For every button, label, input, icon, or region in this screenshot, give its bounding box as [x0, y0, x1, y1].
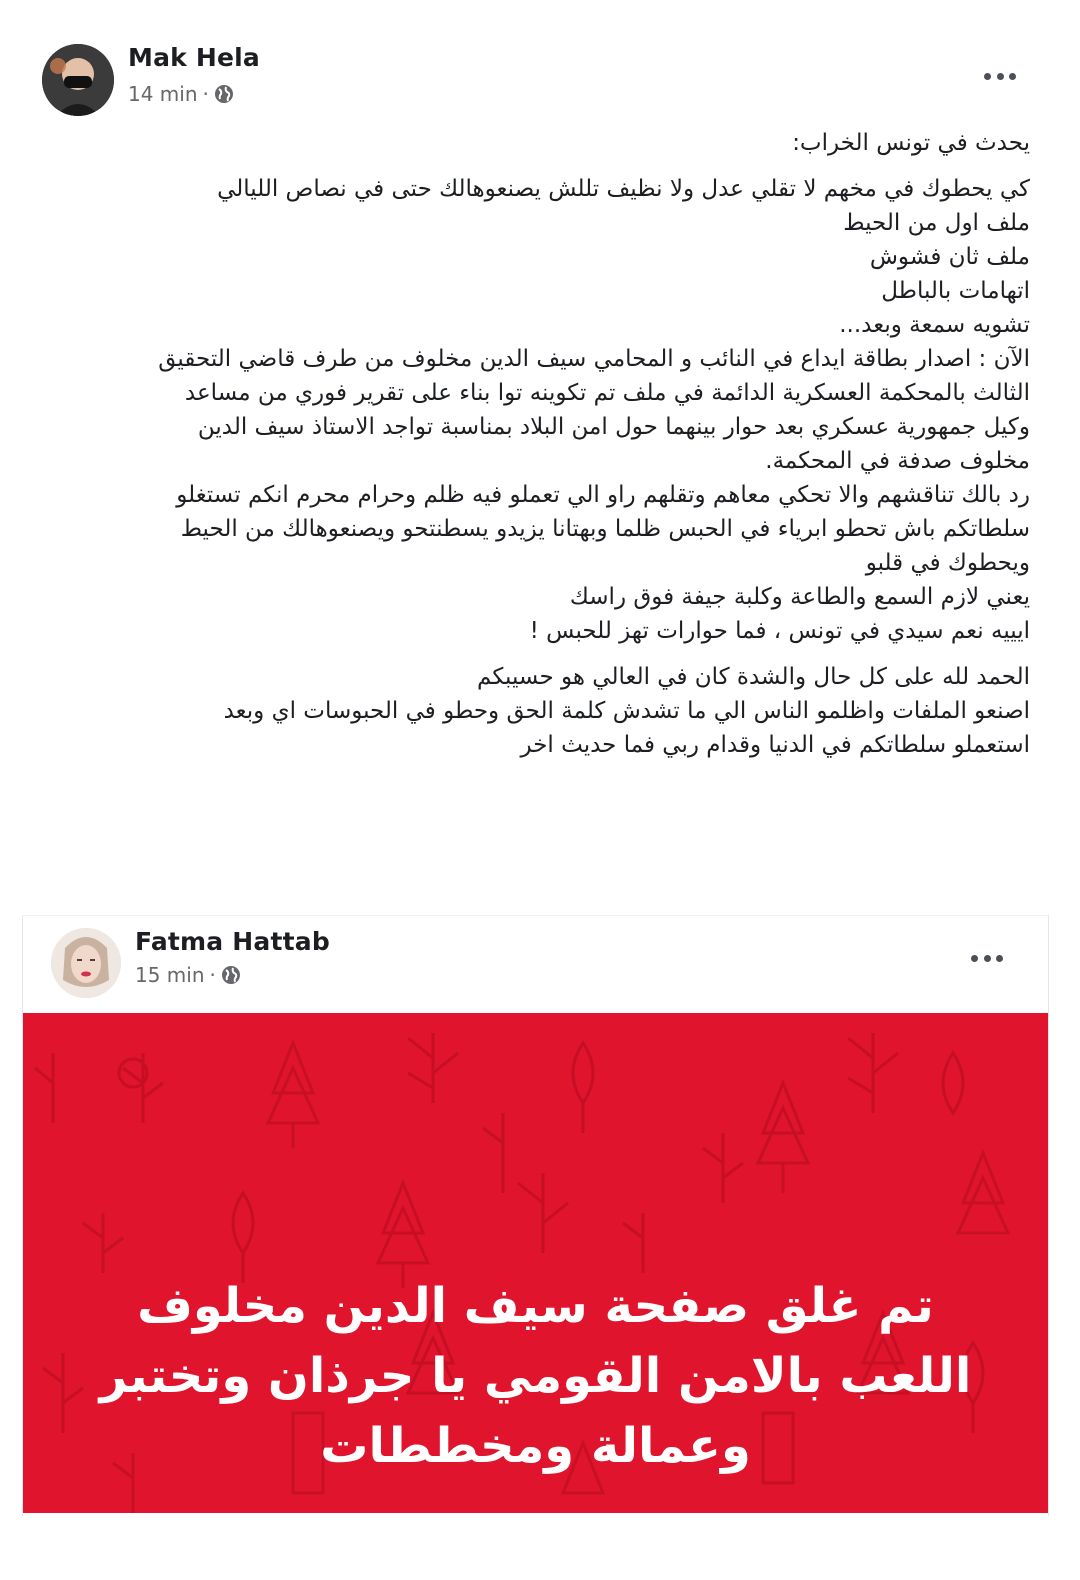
post-image-banner[interactable]	[23, 1013, 1048, 1513]
post-mak-hela	[30, 30, 1050, 820]
more-options-button[interactable]	[971, 948, 1003, 968]
avatar[interactable]	[42, 44, 114, 116]
post-line: اتهامات بالباطل	[881, 278, 1030, 304]
post-meta	[135, 963, 241, 987]
post-body	[40, 126, 1030, 762]
post-line: استعملو سلطاتكم في الدنيا وقدام ربي فما حديث اخر	[520, 732, 1030, 758]
post-line: ملف ثان فشوش	[869, 244, 1030, 270]
post-line: ايييه نعم سيدي في تونس ، فما حوارات تهز للحبس !	[529, 618, 1030, 644]
more-options-dot	[1009, 73, 1016, 80]
post-fatma-hattab	[22, 915, 1049, 1516]
banner-line: وعمالة ومخططات	[320, 1418, 751, 1474]
avatar[interactable]	[51, 928, 121, 998]
post-line: رد بالك تناقشهم والا تحكي معاهم وتقلهم راو الي تعملو فيه ظلم وحرام محرم انكم تستغلو	[176, 482, 1030, 508]
more-options-icon	[984, 73, 991, 80]
meta-separator: ·	[209, 963, 216, 987]
user-avatar-icon	[42, 44, 114, 116]
meta-separator: ·	[202, 82, 209, 106]
more-options-dot	[996, 955, 1003, 962]
post-line: تشويه سمعة وبعد...	[839, 312, 1030, 338]
paragraph-gap	[40, 648, 1030, 660]
post-meta	[128, 82, 234, 106]
more-options-icon	[971, 955, 978, 962]
globe-icon[interactable]	[221, 965, 241, 985]
post-time[interactable]: 15 min	[135, 963, 205, 987]
post-line: وكيل جمهورية عسكري بعد حوار بينهما حول امن البلاد بمناسبة تواجد الاستاذ سيف الدين	[197, 414, 1030, 440]
post-line: اصنعو الملفات واظلمو الناس الي ما تشدش كلمة الحق وحطو في الحبوسات اي وبعد	[223, 698, 1030, 724]
post-line: كي يحطوك في مخهم لا تقلي عدل ولا نظيف تللش يصنعوهالك حتى في نصاص الليالي	[217, 176, 1030, 202]
post-line: مخلوف صدفة في المحكمة.	[765, 448, 1030, 474]
more-options-dot	[984, 955, 991, 962]
more-options-button[interactable]	[984, 66, 1016, 86]
banner-line: تم غلق صفحة سيف الدين مخلوف	[137, 1278, 934, 1334]
post-line: يحدث في تونس الخراب:	[792, 130, 1030, 156]
post-line: الآن : اصدار بطاقة ايداع في النائب و المحامي سيف الدين مخلوف من طرف قاضي التحقيق	[158, 346, 1030, 372]
post-line: الحمد لله على كل حال والشدة كان في العالي هو حسيبكم	[477, 664, 1030, 690]
post-author[interactable]: Mak Hela	[128, 43, 260, 72]
banner-text	[63, 1271, 1008, 1481]
user-avatar-icon	[51, 928, 121, 998]
post-time[interactable]: 14 min	[128, 82, 198, 106]
post-line: يعني لازم السمع والطاعة وكلبة جيفة فوق راسك	[569, 584, 1030, 610]
more-options-dot	[997, 73, 1004, 80]
globe-icon[interactable]	[214, 84, 234, 104]
paragraph-gap	[40, 160, 1030, 172]
post-line: ويحطوك في قلبو	[865, 550, 1030, 576]
banner-line: اللعب بالامن القومي يا جرذان وتختبر	[99, 1348, 972, 1404]
post-line: سلطاتكم باش تحطو ابرياء في الحبس ظلما وبهتانا يزيدو يسطنتحو ويصنعوهالك من الحيط	[180, 516, 1030, 542]
post-line: ملف اول من الحيط	[843, 210, 1030, 236]
post-author[interactable]: Fatma Hattab	[135, 927, 330, 956]
post-line: الثالث بالمحكمة العسكرية الدائمة في ملف تم تكوينه توا بناء على تقرير فوري من مساعد	[184, 380, 1030, 406]
